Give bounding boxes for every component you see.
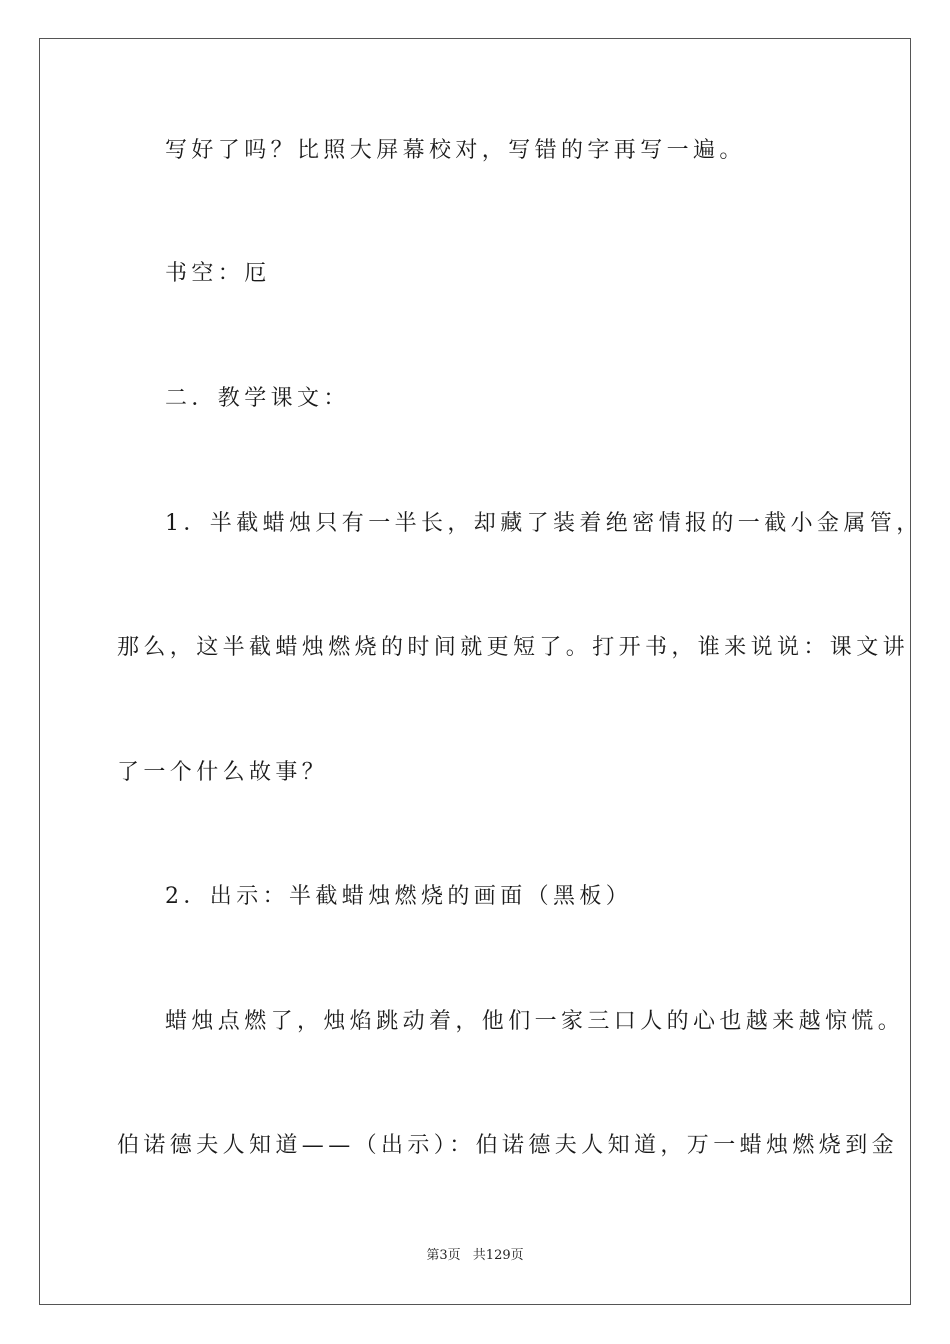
- paragraph-line: 写好了吗？比照大屏幕校对，写错的字再写一遍。: [165, 138, 746, 163]
- paragraph-line: 2．出示：半截蜡烛燃烧的画面（黑板）: [165, 884, 633, 909]
- paragraph-line: 了一个什么故事？: [117, 760, 329, 785]
- page-number: 第3页: [426, 1248, 461, 1263]
- page-footer: [0, 1247, 950, 1265]
- paragraph-line: 1．半截蜡烛只有一半长，却藏了装着绝密情报的一截小金属管，: [165, 511, 923, 536]
- paragraph-line: 伯诺德夫人知道——（出示）：伯诺德夫人知道，万一蜡烛燃烧到金: [117, 1133, 899, 1158]
- page-total: 共129页: [472, 1248, 524, 1263]
- section-heading: 二．教学课文：: [165, 386, 350, 411]
- paragraph-line: 蜡烛点燃了，烛焰跳动着，他们一家三口人的心也越来越惊慌。: [165, 1009, 905, 1034]
- page-border: [39, 38, 911, 1305]
- paragraph-line: 那么，这半截蜡烛燃烧的时间就更短了。打开书，谁来说说：课文讲: [117, 635, 910, 660]
- paragraph-line: 书空：厄: [165, 261, 271, 286]
